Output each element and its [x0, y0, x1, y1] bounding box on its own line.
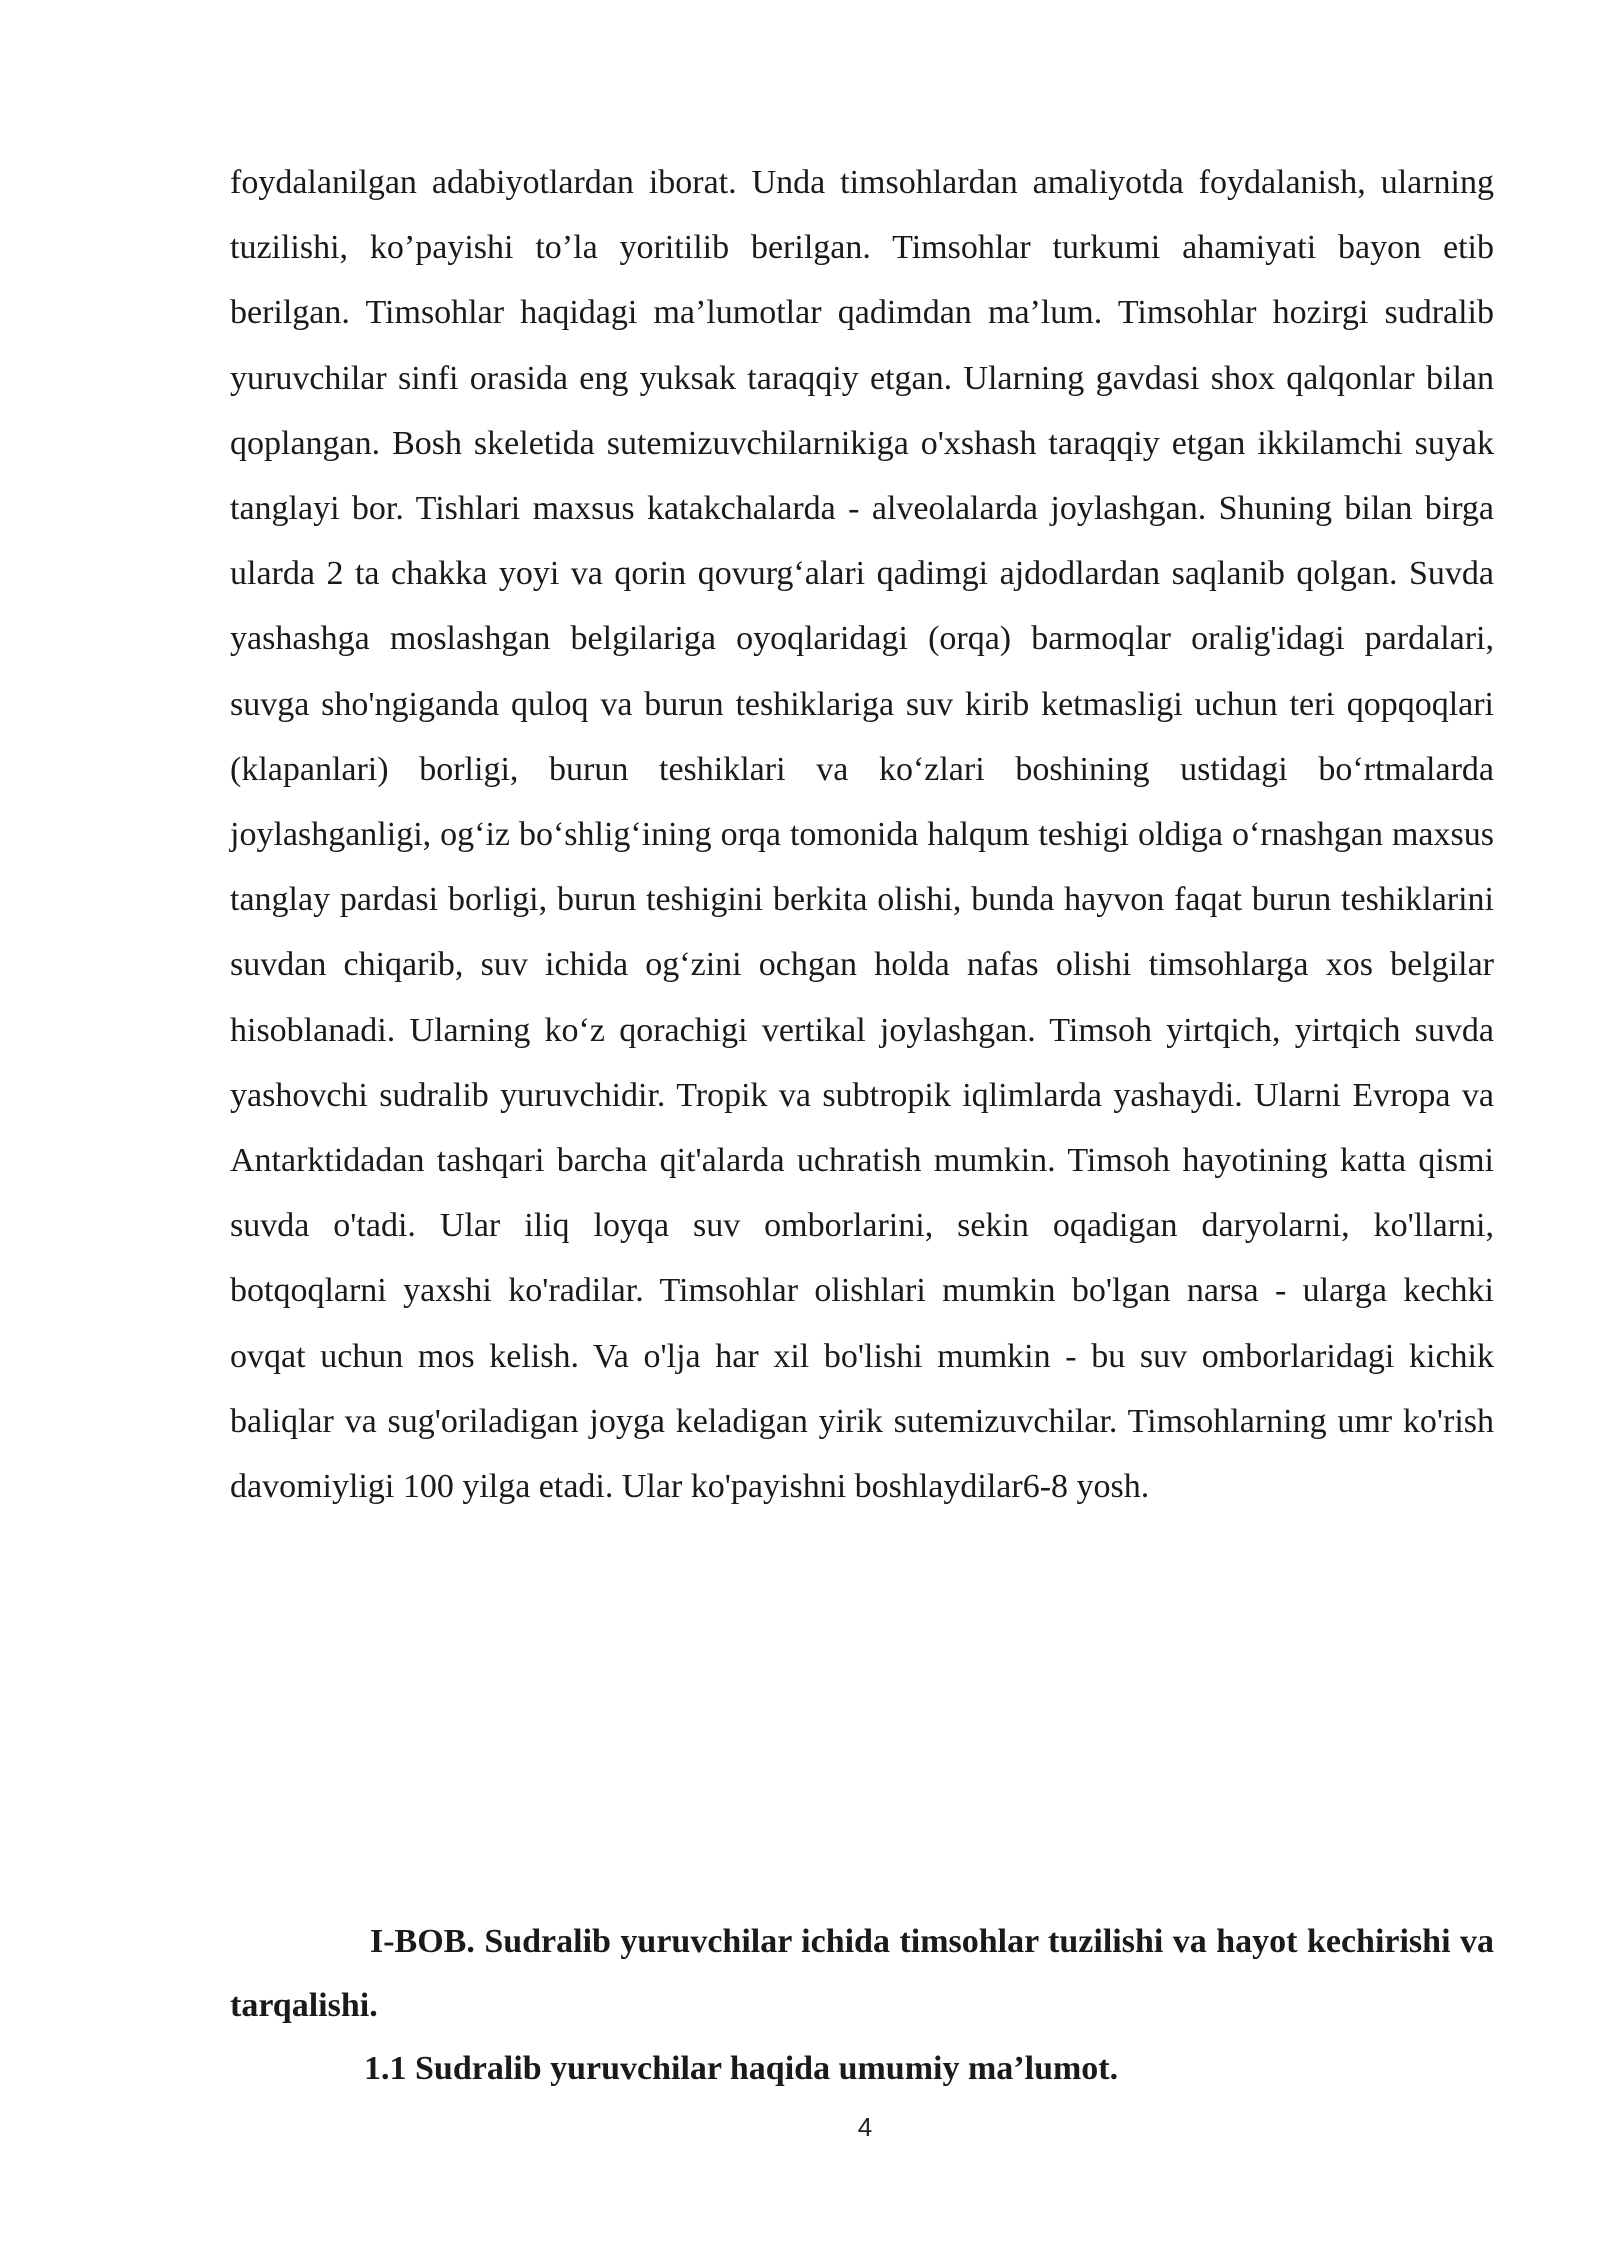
page-number: 4	[857, 2112, 873, 2142]
section-heading: 1.1 Sudralib yuruvchilar haqida umumiy ma’lumot.	[364, 2050, 1119, 2087]
chapter-heading: I-BOB. Sudralib yuruvchilar ichida timsohlar tuzilishi va hayot kechirishi va tarqalishi.	[230, 1923, 1494, 2024]
body-paragraph: foydalanilgan adabiyotlardan iborat. Unda timsohlardan amaliyotda foydalanish, ularning tuzilishi, ko’payishi to’la yoritilib berilgan. Timsohlar turkumi ahamiyati bayon etib berilgan. Timsohlar haqidagi ma’lumotlar qadimdan ma’lum. Timsohlar hozirgi sudralib yuruvchilar sinfi orasida eng yuksak taraqqiy etgan. Ularning gavdasi shox qalqonlar bilan qoplangan. Bosh skeletida sutemizuvchilarnikiga o'xshash taraqqiy etgan ikkilamchi suyak tanglayi bor. Tishlari maxsus katakchalarda - alveolalarda joylashgan. Shuning bilan birga ularda 2 ta chakka yoyi va qorin qovurg‘alari qadimgi ajdodlardan saqlanib qolgan. Suvda yashashga moslashgan belgilariga oyoqlaridagi (orqa) barmoqlar oralig'idagi pardalari, suvga sho'ngiganda quloq va burun teshiklariga suv kirib ketmasligi uchun teri qopqoqlari (klapanlari) borligi, burun teshiklari va ko‘zlari boshining ustidagi bo‘rtmalarda joylashganligi, og‘iz bo‘shlig‘ining orqa tomonida halqum teshigi oldiga o‘rnashgan maxsus tanglay pardasi borligi, burun teshigini berkita olishi, bunda hayvon faqat burun teshiklarini suvdan chiqarib, suv ichida og‘zini ochgan holda nafas olishi timsohlarga xos belgilar hisoblanadi. Ularning ko‘z qorachigi vertikal joylashgan. Timsoh yirtqich, yirtqich suvda yashovchi sudralib yuruvchidir. Tropik va subtropik iqlimlarda yashaydi. Ularni Evropa va Antarktidadan tashqari barcha qit'alarda uchratish mumkin. Timsoh hayotining katta qismi suvda o'tadi. Ular iliq loyqa suv omborlarini, sekin oqadigan daryolarni, ko'llarni, botqoqlarni yaxshi ko'radilar. Timsohlar olishlari mumkin bo'lgan narsa - ularga kechki ovqat uchun mos kelish. Va o'lja har xil bo'lishi mumkin - bu suv omborlaridagi kichik baliqlar va sug'oriladigan joyga keladigan yirik sutemizuvchilar. Timsohlarning umr ko'rish davomiyligi 100 yilga etadi. Ular ko'payishni boshlaydilar6-8 yosh.	[230, 164, 1494, 1506]
